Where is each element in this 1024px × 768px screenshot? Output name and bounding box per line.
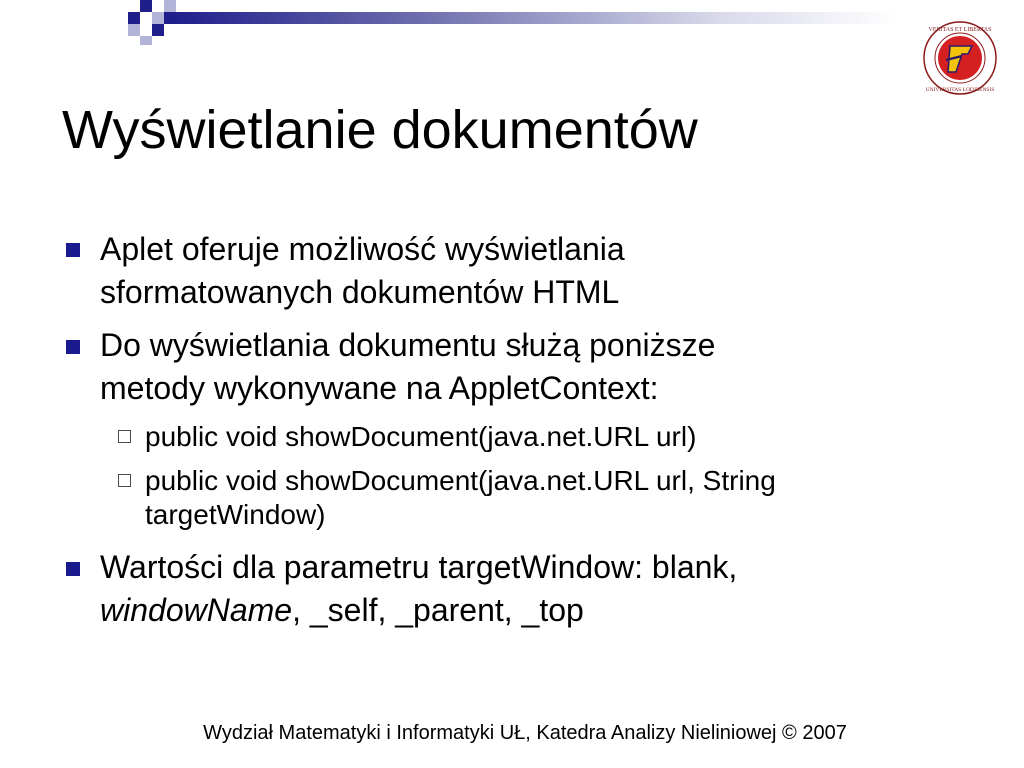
- svg-text:VERITAS ET LIBERTAS: VERITAS ET LIBERTAS: [928, 27, 992, 33]
- bullet-text: Do wyświetlania dokumentu służą poniższe: [100, 327, 716, 363]
- sub-bullet-text: public void showDocument(java.net.URL url, String: [145, 465, 776, 496]
- bullet-text-line: [100, 589, 737, 632]
- hollow-square-bullet-icon: [118, 474, 131, 487]
- italic-term: windowName: [100, 592, 293, 628]
- bullet-text: Aplet oferuje możliwość wyświetlania: [100, 231, 625, 267]
- sub-bullet-text: targetWindow): [145, 499, 326, 530]
- hollow-square-bullet-icon: [118, 430, 131, 443]
- svg-text:UNIVERSITAS LODZIENSIS: UNIVERSITAS LODZIENSIS: [925, 87, 995, 93]
- slide-title: Wyświetlanie dokumentów: [62, 100, 698, 160]
- bullet-text-rest: , _self, _parent, _top: [292, 592, 584, 628]
- square-bullet-icon: [66, 340, 80, 354]
- square-bullet-icon: [66, 562, 80, 576]
- bullet-text: metody wykonywane na AppletContext:: [100, 370, 659, 406]
- bullet-text: Wartości dla parametru targetWindow: blank,: [100, 549, 738, 585]
- sub-bullet-text: public void showDocument(java.net.URL url): [145, 421, 697, 452]
- slide-footer: Wydział Matematyki i Informatyki UŁ, Katedra Analizy Nieliniowej © 2007: [203, 722, 847, 744]
- square-bullet-icon: [66, 243, 80, 257]
- bullet-text: sformatowanych dokumentów HTML: [100, 274, 620, 310]
